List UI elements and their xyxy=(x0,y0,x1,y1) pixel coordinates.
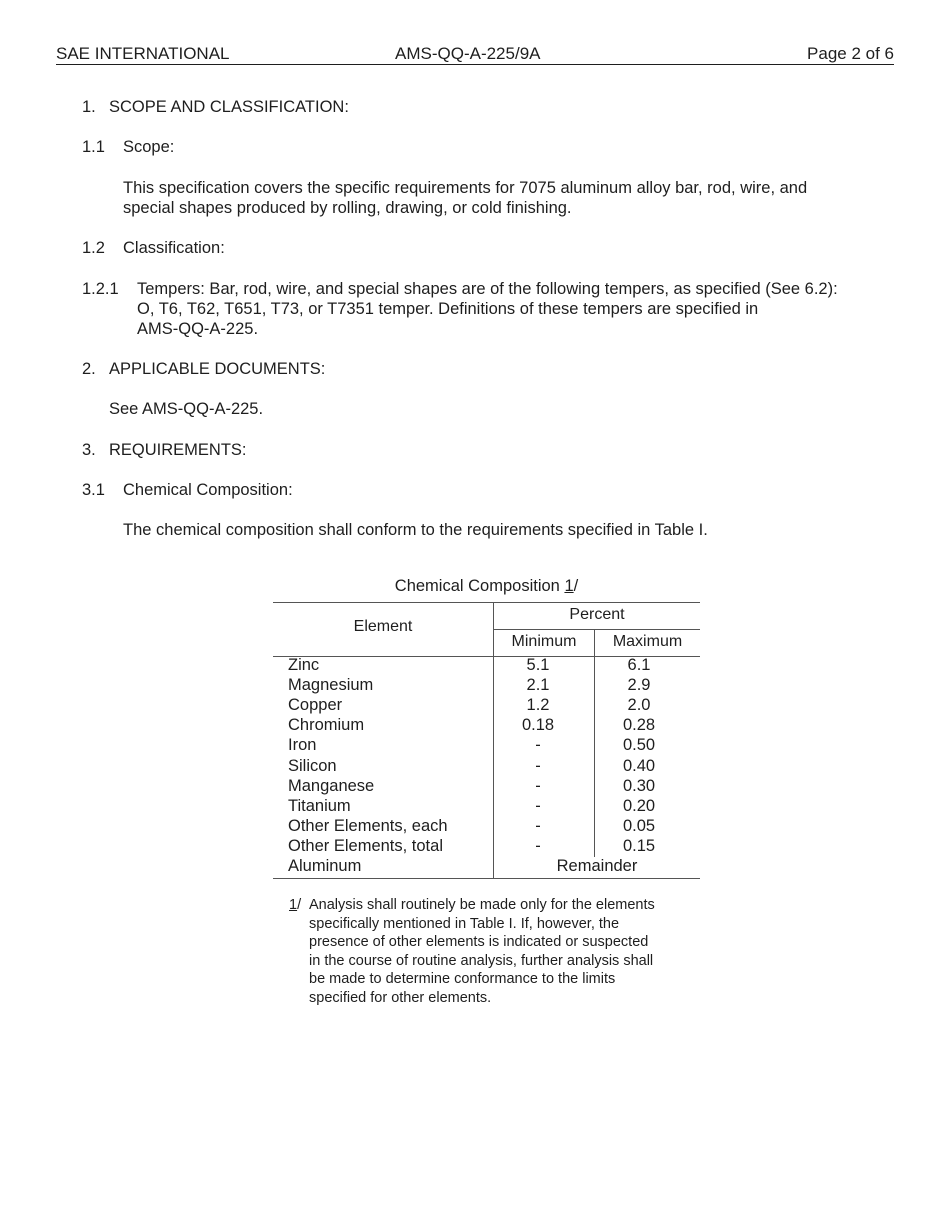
table-title-text: Chemical Composition xyxy=(394,577,565,595)
table-row-minimum: - xyxy=(535,836,541,855)
table-row-minimum: 2.1 xyxy=(526,676,550,695)
footnote-line: specified for other elements. xyxy=(309,989,492,1006)
table-row-maximum: 0.40 xyxy=(622,756,656,775)
table-row-element: Titanium xyxy=(288,796,351,815)
tempers-text-line-3: AMS-QQ-A-225. xyxy=(137,320,259,338)
scope-text-line-1: This specification covers the specific requirements for 7075 aluminum alloy bar, rod, wire, and xyxy=(123,179,808,197)
footnote-ref: 1 xyxy=(289,897,298,913)
section-2-title: APPLICABLE DOCUMENTS: xyxy=(109,360,326,378)
table-row-minimum: - xyxy=(535,736,541,755)
section-1-2-1-number: 1.2.1 xyxy=(82,280,119,298)
table-row-maximum: 0.30 xyxy=(622,776,656,795)
table-row-minimum: - xyxy=(535,776,541,795)
chemical-composition-table xyxy=(273,602,700,878)
table-top-rule xyxy=(273,602,700,603)
table-row-element: Chromium xyxy=(288,716,365,735)
table-row-aluminum-element: Aluminum xyxy=(288,857,362,875)
footnote-line: Analysis shall routinely be made only for the elements xyxy=(309,897,655,913)
table-row-minimum: 1.2 xyxy=(526,696,550,715)
section-1-2-number: 1.2 xyxy=(82,239,105,257)
section-1-title: SCOPE AND CLASSIFICATION: xyxy=(109,98,349,116)
chemical-composition-text: The chemical composition shall conform to the requirements specified in Table I. xyxy=(123,521,708,539)
table-row-element: Other Elements, total xyxy=(288,836,443,855)
table-row-element: Other Elements, each xyxy=(288,816,448,835)
table-title-footnote-ref: 1 xyxy=(564,577,574,595)
section-3-1-title: Chemical Composition: xyxy=(123,481,293,499)
section-1-1-title: Scope: xyxy=(123,138,175,156)
column-header-minimum: Minimum xyxy=(511,633,577,650)
tempers-text-line-2: O, T6, T62, T651, T73, or T7351 temper. Definitions of these tempers are specified in xyxy=(137,300,759,318)
header-doc-id: AMS-QQ-A-225/9A xyxy=(395,44,541,63)
section-2-number: 2. xyxy=(82,360,96,378)
column-header-maximum: Maximum xyxy=(612,633,683,650)
footnote-line: be made to determine conformance to the limits xyxy=(309,971,616,987)
table-percent-rule xyxy=(493,629,700,630)
table-row-aluminum-value: Remainder xyxy=(556,857,638,875)
column-header-element: Element xyxy=(353,618,413,635)
table-row-minimum: - xyxy=(535,816,541,835)
footnote-text xyxy=(309,896,655,1007)
scope-text-line-2: special shapes produced by rolling, drawing, or cold finishing. xyxy=(123,199,572,217)
table-row-element: Manganese xyxy=(288,776,375,795)
footnote-line: specifically mentioned in Table I. If, however, the xyxy=(309,915,620,932)
page-header xyxy=(56,44,894,65)
table-row-maximum: 0.05 xyxy=(622,816,656,835)
table-row-element: Copper xyxy=(288,696,343,715)
table-row-maximum: 0.20 xyxy=(622,796,656,815)
section-1-1-number: 1.1 xyxy=(82,138,105,156)
column-header-percent: Percent xyxy=(569,606,625,623)
header-org: SAE INTERNATIONAL xyxy=(56,44,230,63)
table-row-element: Magnesium xyxy=(288,676,374,695)
table-row-maximum: 2.0 xyxy=(627,696,651,715)
footnote-line: presence of other elements is indicated or suspected xyxy=(309,934,649,950)
section-3-1-number: 3.1 xyxy=(82,481,105,499)
table-row-element: Zinc xyxy=(288,656,320,674)
table-bottom-rule xyxy=(273,878,700,879)
table-title-slash: / xyxy=(573,577,579,595)
header-page-number: Page 2 of 6 xyxy=(807,44,894,63)
table-row-minimum: - xyxy=(535,756,541,775)
applicable-documents-text: See AMS-QQ-A-225. xyxy=(109,400,264,418)
table-row-maximum: 0.50 xyxy=(622,736,656,755)
table-row-maximum: 6.1 xyxy=(627,656,651,674)
footnote-slash: / xyxy=(297,897,302,913)
section-3-number: 3. xyxy=(82,441,96,459)
table-row-maximum: 2.9 xyxy=(627,676,651,695)
tempers-text-line-1: Tempers: Bar, rod, wire, and special shapes are of the following tempers, as specified (See 6.2): xyxy=(137,280,838,298)
section-1-number: 1. xyxy=(82,98,96,116)
table-row-element: Silicon xyxy=(288,756,337,775)
footnote-line: in the course of routine analysis, further analysis shall xyxy=(309,952,654,969)
section-1-2-title: Classification: xyxy=(123,239,225,257)
table-title xyxy=(273,576,700,596)
table-row-maximum: 0.15 xyxy=(622,836,656,855)
table-row-minimum: 5.1 xyxy=(526,656,550,674)
table-row-minimum: 0.18 xyxy=(521,716,555,735)
table-row-element: Iron xyxy=(288,736,317,755)
table-row-minimum: - xyxy=(535,796,541,815)
table-row-maximum: 0.28 xyxy=(622,716,656,735)
section-3-title: REQUIREMENTS: xyxy=(109,441,247,459)
footnote-marker xyxy=(289,896,301,915)
